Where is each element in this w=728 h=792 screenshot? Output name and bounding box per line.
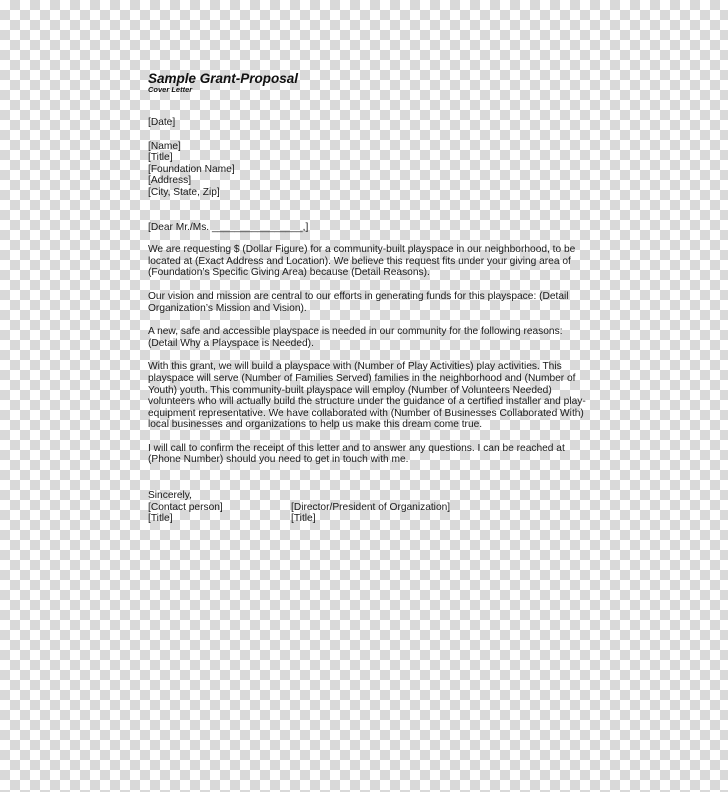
paragraph-line: volunteers who will actually build the structure under the guidance of a certified installer and play- xyxy=(148,396,586,408)
recipient-street-address: [Address] xyxy=(148,175,192,187)
paragraph-plan xyxy=(148,361,588,431)
paragraph-contact xyxy=(148,443,588,466)
signature-contact-person: [Contact person] xyxy=(148,501,223,513)
paragraph-line: I will call to confirm the receipt of this letter and to answer any questions. I can be reached at xyxy=(148,442,565,454)
paragraph-line: local businesses and organizations to help us make this dream come true. xyxy=(148,419,483,431)
paragraph-line: (Phone Number) should you need to get in touch with me. xyxy=(148,454,409,466)
signature-right-title: [Title] xyxy=(291,513,316,525)
recipient-name: [Name] xyxy=(148,140,181,152)
paragraph-line: equipment representative. We have collaborated with (Number of Businesses Collaborated With) xyxy=(148,407,584,419)
paragraph-vision xyxy=(148,291,588,314)
document-subtitle: Cover Letter xyxy=(148,85,193,94)
recipient-city-state-zip: [City, State, Zip] xyxy=(148,186,220,198)
closing-text: Sincerely, xyxy=(148,490,192,502)
recipient-title: [Title] xyxy=(148,152,173,164)
paragraph-line: playspace will serve (Number of Families Served) families in the neighborhood and (Number of xyxy=(148,372,576,384)
recipient-foundation: [Foundation Name] xyxy=(148,163,235,175)
paragraph-line: Youth) youth. This community-built playspace will employ (Number of Volunteers Needed) xyxy=(148,384,552,396)
signature-left-title: [Title] xyxy=(148,513,173,525)
paragraph-line: located at (Exact Address and Location). We believe this request fits under your giving area of xyxy=(148,255,571,267)
signature-name-row xyxy=(148,502,588,514)
paragraph-request xyxy=(148,244,588,279)
letter-document xyxy=(148,71,588,525)
paragraph-line: We are requesting $ (Dollar Figure) for a community-built playspace in our neighborhood, to be xyxy=(148,244,576,256)
letter-date: [Date] xyxy=(148,117,176,128)
signature-title-row xyxy=(148,513,588,525)
closing-block xyxy=(148,490,588,525)
signature-director: [Director/President of Organization] xyxy=(291,501,451,513)
paragraph-line: A new, safe and accessible playspace is needed in our community for the following reasons: xyxy=(148,326,563,338)
document-title: Sample Grant-Proposal xyxy=(148,71,299,86)
recipient-address xyxy=(148,141,588,199)
paragraph-need xyxy=(148,326,588,349)
paragraph-line: Our vision and mission are central to our efforts in generating funds for this playspace: (Detail xyxy=(148,290,569,302)
paragraph-line: With this grant, we will build a playspace with (Number of Play Activities) play activities. This xyxy=(148,361,562,373)
paragraph-line: (Detail Why a Playspace is Needed). xyxy=(148,337,314,349)
paragraph-line: Organization’s Mission and Vision). xyxy=(148,302,307,314)
salutation: [Dear Mr./Ms. ________________,] xyxy=(148,221,309,233)
paragraph-line: (Foundation’s Specific Giving Area) because (Detail Reasons). xyxy=(148,267,430,279)
